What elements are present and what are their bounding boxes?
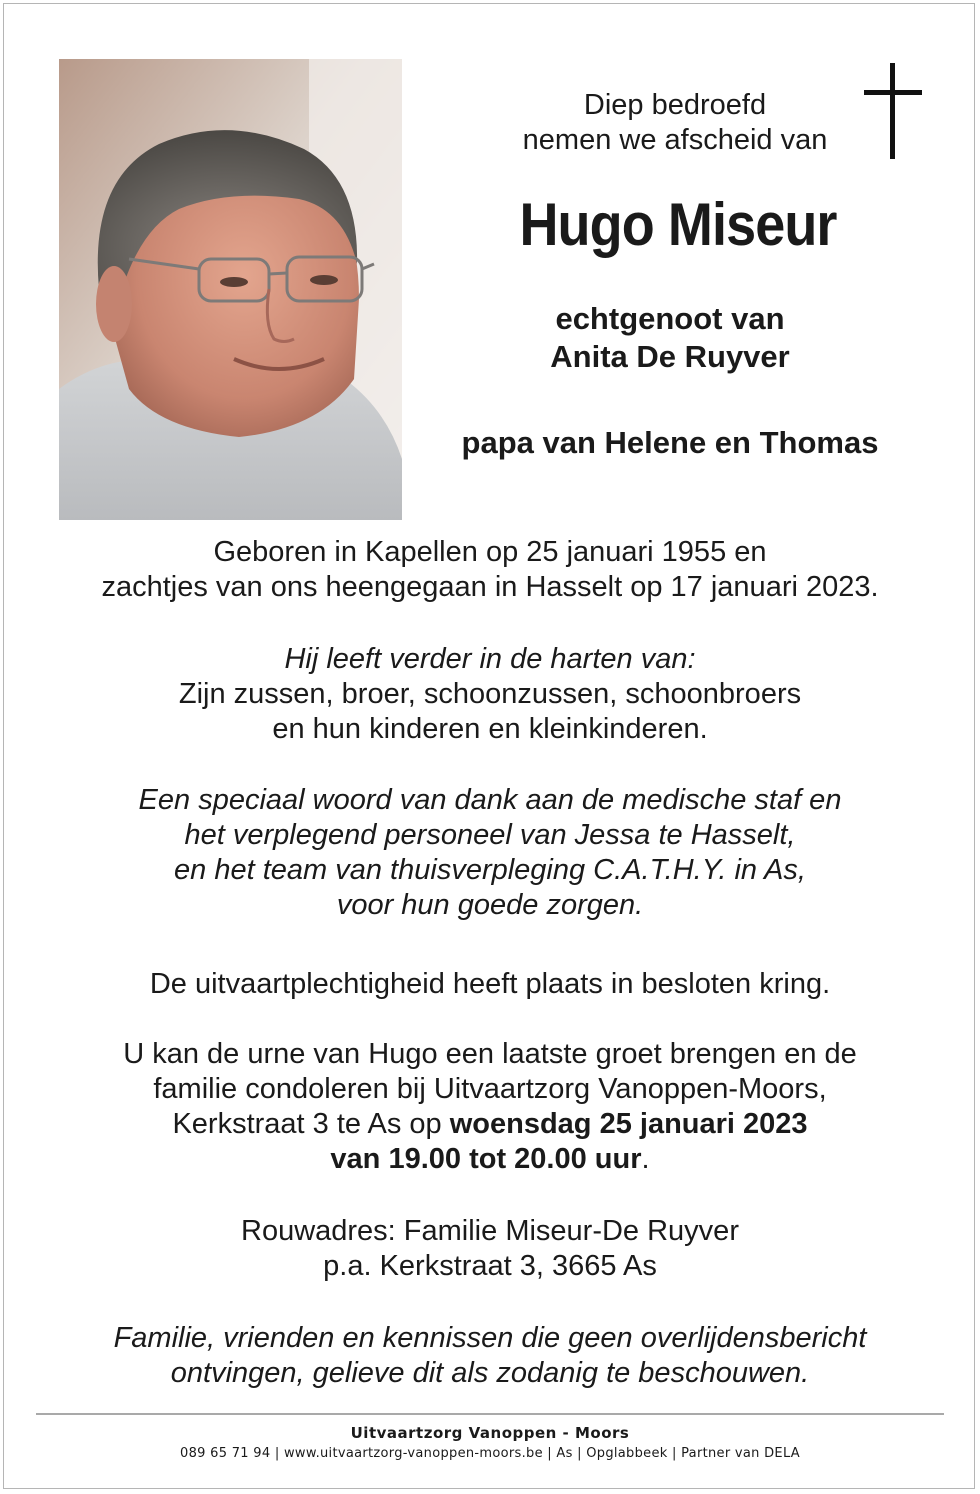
ceremony-text: De uitvaartplechtigheid heeft plaats in besloten kring. <box>149 968 831 1000</box>
thanks-text <box>40 783 940 923</box>
visit-text <box>40 1037 940 1177</box>
remembered-line-2: Zijn zussen, broer, schoonzussen, schoonbroers <box>178 678 802 710</box>
funeral-home-name: Uitvaartzorg Vanoppen - Moors <box>350 1424 630 1442</box>
visit-line-2: familie condoleren bij Uitvaartzorg Vanoppen-Moors, <box>153 1073 827 1105</box>
life-line-2: zachtjes van ons heengegaan in Hasselt op 17 januari 2023. <box>101 571 879 603</box>
mourning-address <box>40 1214 940 1284</box>
intro-line-1: Diep bedroefd <box>583 89 767 121</box>
visit-time-suffix: . <box>641 1143 650 1175</box>
remembered-line-3: en hun kinderen en kleinkinderen. <box>272 713 708 745</box>
funeral-home-details: 089 65 71 94 | www.uitvaartzorg-vanoppen-moors.be | As | Opglabbeek | Partner van DELA <box>180 1446 800 1461</box>
spouse-text <box>460 300 880 376</box>
thanks-line-4: voor hun goede zorgen. <box>336 889 644 921</box>
life-line-1: Geboren in Kapellen op 25 januari 1955 en <box>213 536 767 568</box>
cross-icon <box>864 63 922 159</box>
children-text: papa van Helene en Thomas <box>461 425 879 460</box>
intro-line-2: nemen we afscheid van <box>522 124 828 156</box>
visit-time: van 19.00 tot 20.00 uur <box>330 1143 642 1175</box>
notice-line-2: ontvingen, gelieve dit als zodanig te beschouwen. <box>170 1357 810 1389</box>
deceased-name: Hugo Miseur <box>519 191 837 258</box>
thanks-line-3: en het team van thuisverpleging C.A.T.H.Y. in As, <box>174 854 806 886</box>
notice-text <box>40 1321 940 1391</box>
intro-text <box>480 88 870 158</box>
visit-line-1: U kan de urne van Hugo een laatste groet brengen en de <box>123 1038 857 1070</box>
spouse-line-2: Anita De Ruyver <box>550 339 790 374</box>
visit-line-3 <box>40 1107 940 1142</box>
visit-line-3-prefix: Kerkstraat 3 te As op <box>172 1108 450 1140</box>
address-line-1: Rouwadres: Familie Miseur-De Ruyver <box>241 1215 739 1247</box>
portrait-photo <box>59 59 402 520</box>
visit-line-4 <box>40 1142 940 1177</box>
address-line-2: p.a. Kerkstraat 3, 3665 As <box>323 1250 657 1282</box>
thanks-line-2: het verplegend personeel van Jessa te Hasselt, <box>184 819 796 851</box>
life-dates <box>40 535 940 605</box>
visit-date: woensdag 25 januari 2023 <box>449 1108 808 1140</box>
footer-divider <box>36 1413 944 1415</box>
notice-line-1: Familie, vrienden en kennissen die geen overlijdensbericht <box>113 1322 867 1354</box>
remembered-line-1: Hij leeft verder in de harten van: <box>284 643 696 675</box>
thanks-line-1: Een speciaal woord van dank aan de medische staf en <box>138 784 842 816</box>
spouse-line-1: echtgenoot van <box>555 301 785 336</box>
remembered-by <box>40 642 940 747</box>
